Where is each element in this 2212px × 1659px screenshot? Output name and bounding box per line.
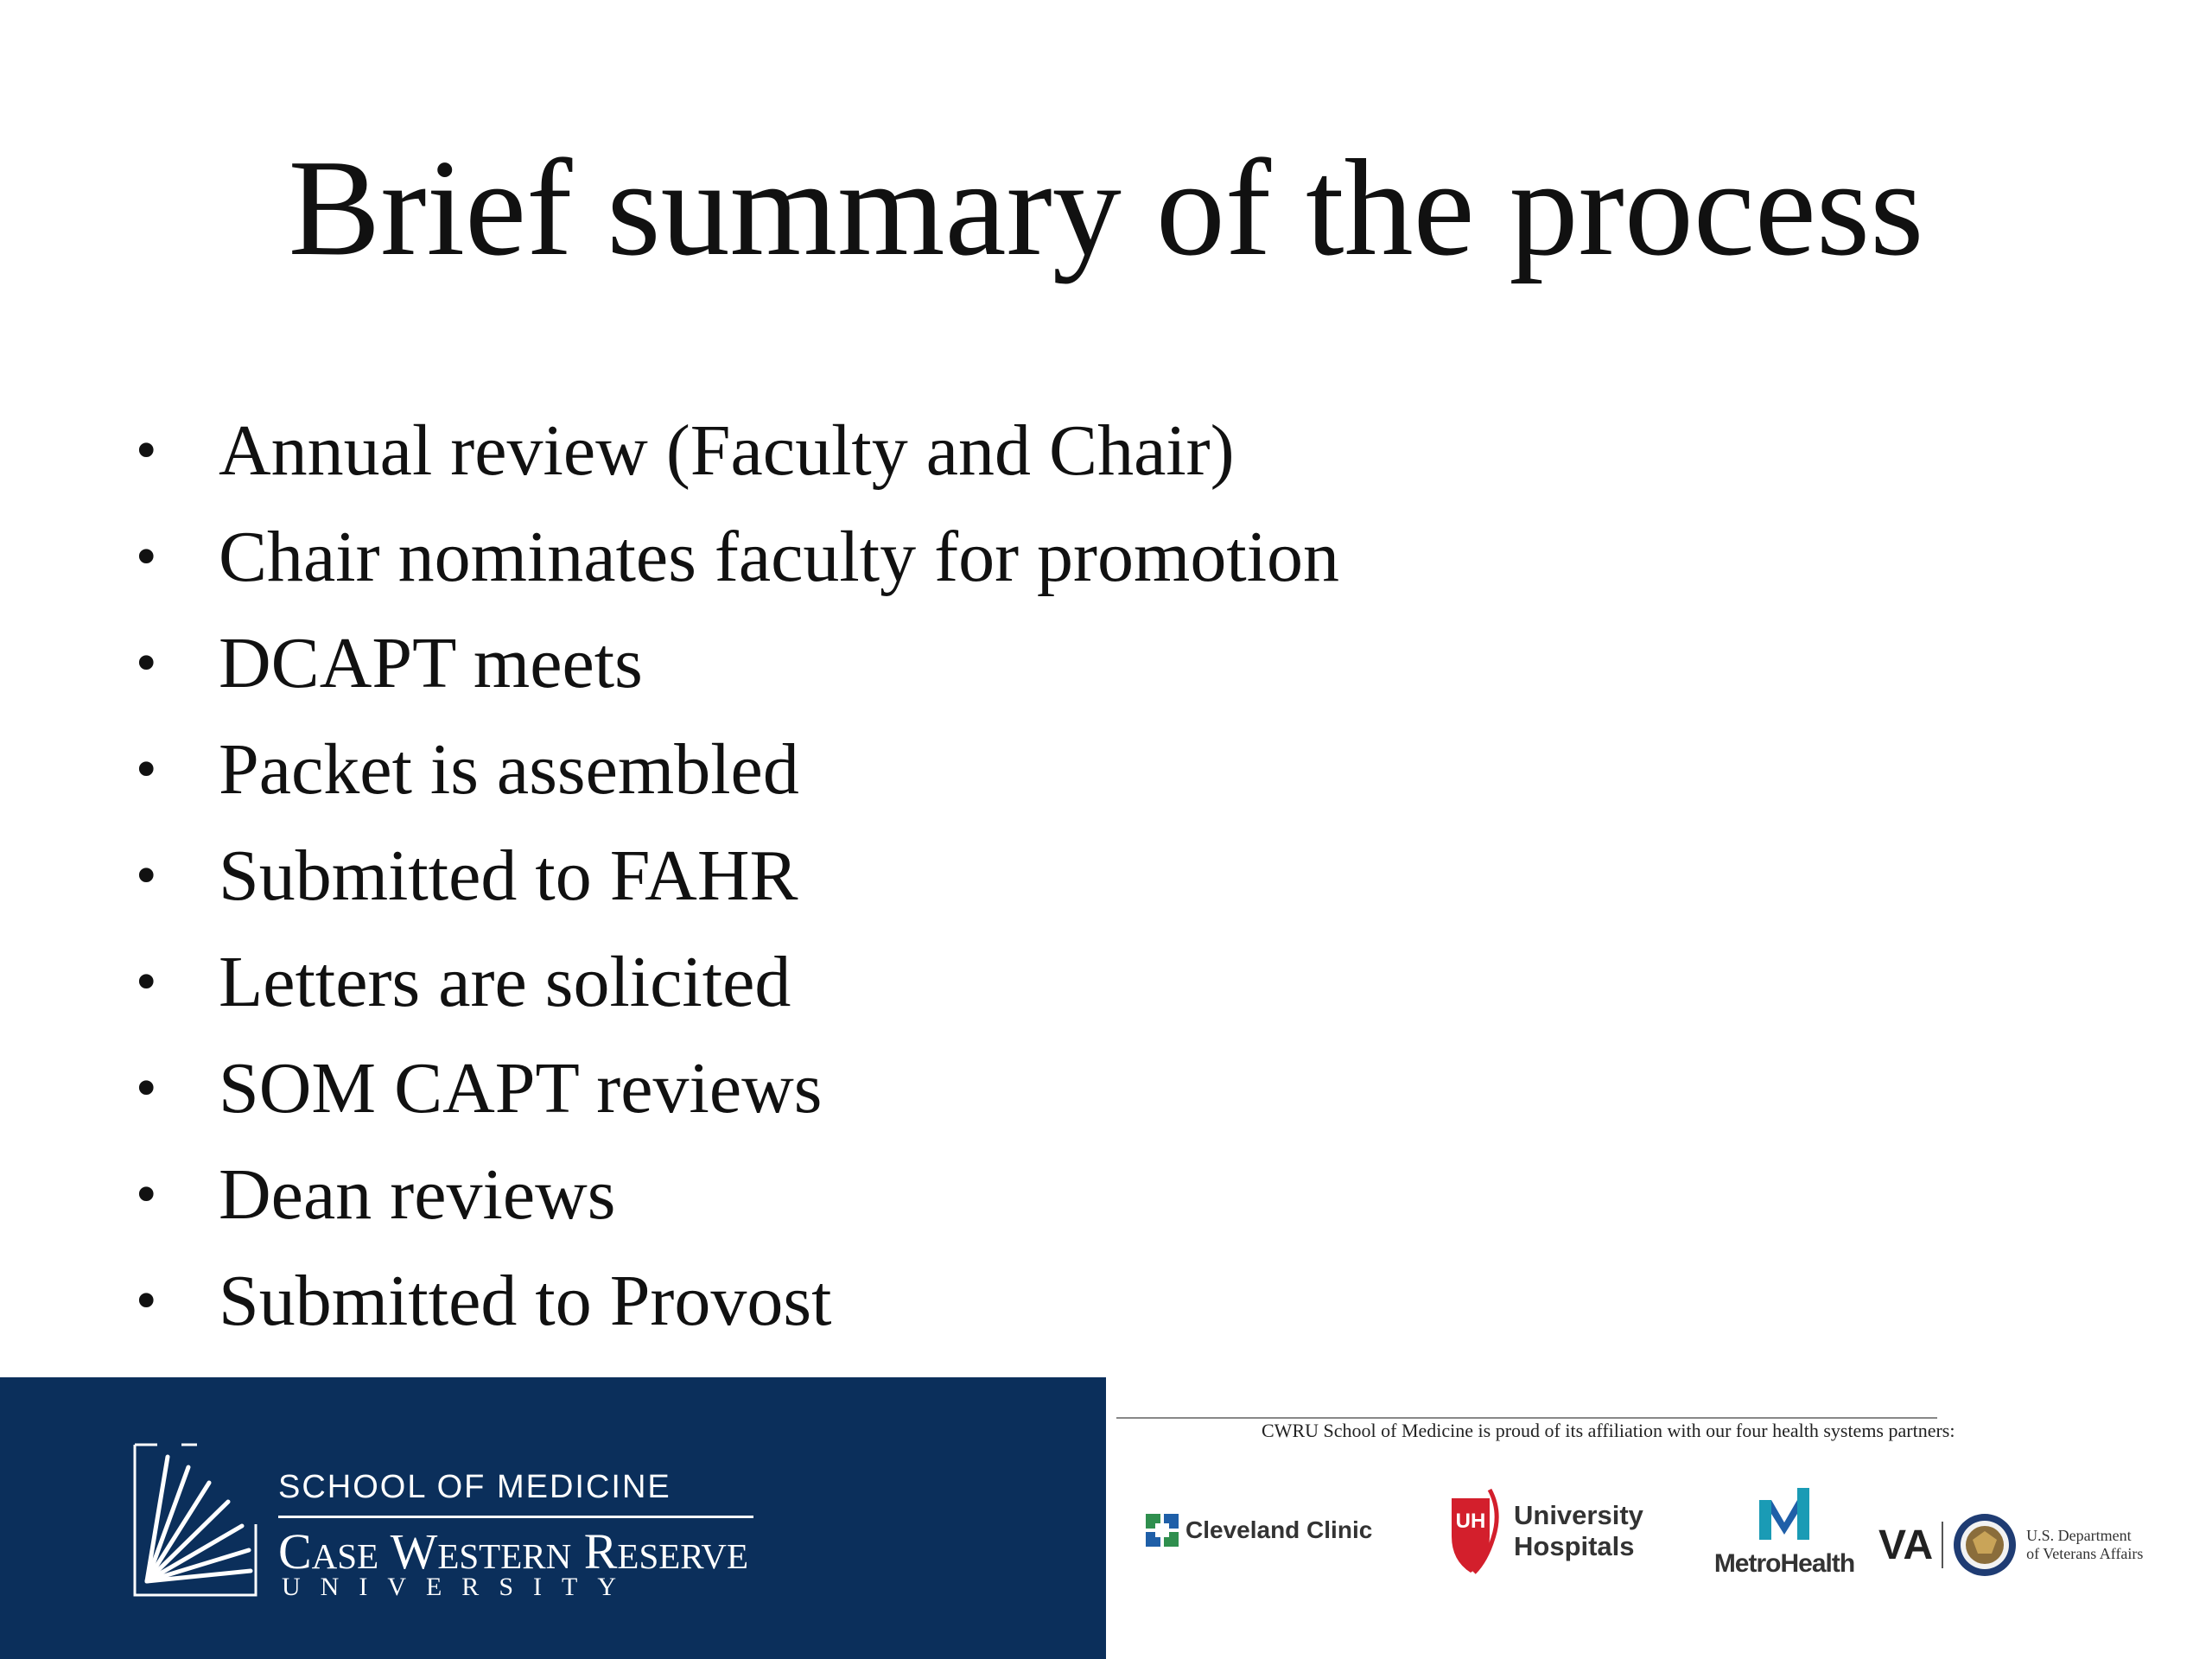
va-dept-line2: of Veterans Affairs — [2026, 1545, 2144, 1562]
bullet-item — [130, 1035, 1339, 1141]
metrohealth-icon — [1756, 1488, 1813, 1541]
bullet-dot: • — [136, 1055, 157, 1122]
bullet-text: Letters are solicited — [219, 942, 791, 1022]
bullet-text: Packet is assembled — [219, 729, 799, 810]
bullet-text: Annual review (Faculty and Chair) — [219, 410, 1235, 491]
cwru-sunburst-logo — [131, 1441, 259, 1599]
uh-line2: Hospitals — [1514, 1531, 1635, 1561]
bullet-text: SOM CAPT reviews — [219, 1048, 823, 1128]
university-word: UNIVERSITY — [282, 1573, 636, 1601]
cleveland-clinic-icon — [1146, 1514, 1179, 1547]
partners-caption: CWRU School of Medicine is proud of its affiliation with our four health systems partners: — [1262, 1420, 1955, 1441]
school-of-medicine-label: SCHOOL OF MEDICINE — [278, 1469, 671, 1505]
bullet-item — [130, 929, 1339, 1035]
university-hospitals-logo — [1448, 1486, 1643, 1576]
bullet-item — [130, 1248, 1339, 1354]
uh-badge-text: UH — [1455, 1510, 1486, 1533]
bullet-text: Dean reviews — [219, 1154, 616, 1235]
va-text: VA — [1878, 1522, 1934, 1568]
bullet-text: Submitted to Provost — [219, 1261, 832, 1341]
bullet-item — [130, 716, 1339, 823]
va-dept-line1: U.S. Department — [2026, 1527, 2132, 1545]
metrohealth-logo — [1711, 1488, 1858, 1579]
bullet-dot: • — [136, 1268, 157, 1334]
bullet-text: Chair nominates faculty for promotion — [219, 517, 1340, 597]
bullet-item — [130, 397, 1339, 504]
bullet-item — [130, 1141, 1339, 1248]
bullet-list — [130, 397, 1339, 1354]
bullet-dot: • — [136, 842, 157, 909]
va-divider — [1942, 1522, 1943, 1568]
cleveland-clinic-text: Cleveland Clinic — [1185, 1516, 1373, 1543]
metrohealth-text: MetroHealth — [1713, 1549, 1855, 1578]
slide-title: Brief summary of the process — [288, 130, 1924, 284]
bullet-item — [130, 823, 1339, 929]
bullet-text: DCAPT meets — [219, 623, 643, 703]
cleveland-clinic-logo — [1146, 1514, 1372, 1547]
bullet-dot: • — [136, 736, 157, 803]
bullet-item — [130, 610, 1339, 716]
branding-divider — [278, 1516, 753, 1518]
bullet-dot: • — [136, 417, 157, 484]
bullet-text: Submitted to FAHR — [219, 836, 798, 916]
bullet-item — [130, 504, 1339, 610]
bullet-dot: • — [136, 949, 157, 1015]
va-logo — [1878, 1512, 2143, 1578]
bullet-dot: • — [136, 524, 157, 590]
university-hospitals-icon — [1448, 1486, 1505, 1576]
bullet-dot: • — [136, 630, 157, 696]
university-name: Case Western Reserve — [278, 1523, 749, 1580]
va-seal-icon — [1952, 1512, 2018, 1578]
bullet-dot: • — [136, 1161, 157, 1228]
partners-divider — [1116, 1417, 1937, 1419]
uh-line1: University — [1514, 1500, 1643, 1531]
